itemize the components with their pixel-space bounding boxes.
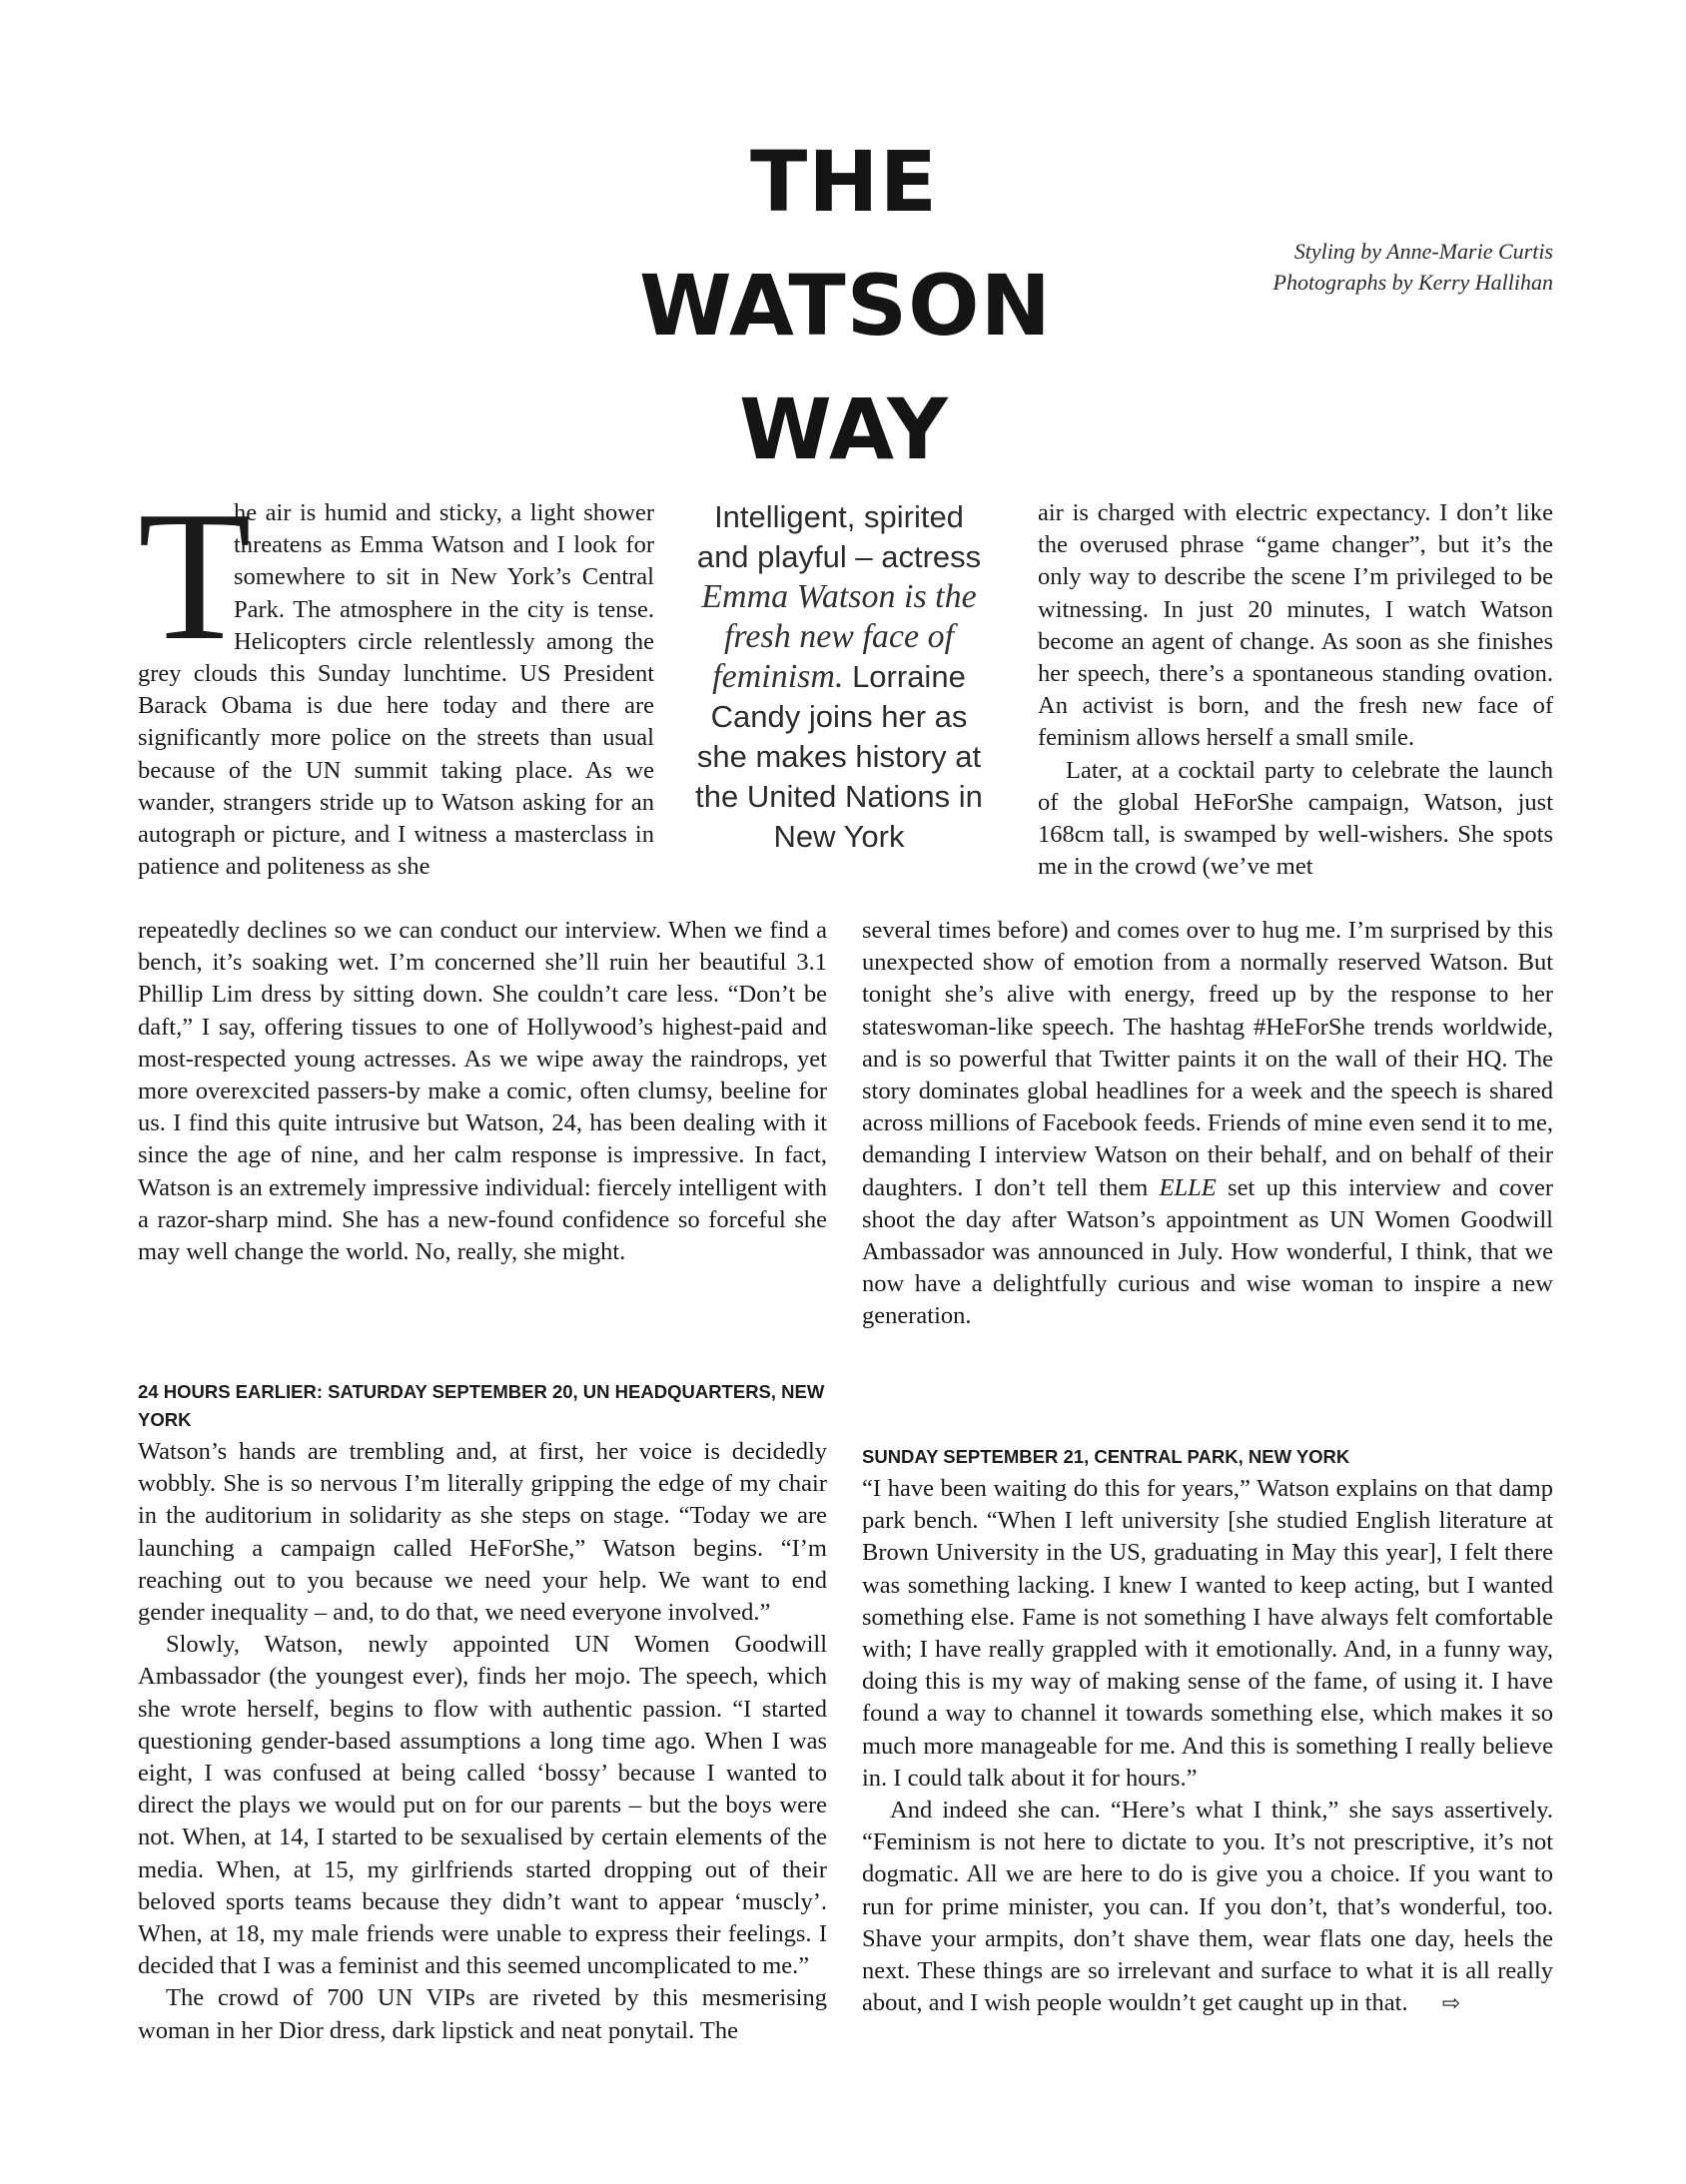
- paragraph-speech-start: Watson’s hands are trembling and, at first, her voice is decidedly wobbly. She is so nervous I’m literally gripping the edge of my chair in the auditorium in solidarity as she steps on stage. “Today we are launching a campaign called HeForShe,” Watson begins. “I’m reaching out to you because we need your help. We want to end gender inequality – and, to do that, we need everyone involved.”: [138, 1438, 827, 1627]
- magazine-name: ELLE: [1159, 1173, 1217, 1201]
- paragraph-cocktail-text-b: set up this interview and cover shoot the day after Watson’s appointment as UN Women Goodwill Ambassador was announced in July. How wonderful, I think, that we now have a delightfully curious and wise woman to inspire a new generation.: [862, 1173, 1553, 1330]
- headline-line-2: WATSON: [639, 257, 1052, 355]
- paragraph-speech-mojo: Slowly, Watson, newly appointed UN Women Goodwill Ambassador (the youngest ever), finds her mojo. The speech, which she wrote herself, begins to flow with authentic passion. “I started questioning gender-based assumptions a long time ago. When I was eight, I was confused at being called ‘bossy’ because I wanted to direct the plays we would put on for our parents – but the boys were not. When, at 14, I started to be sexualised by certain elements of the media. When, at 15, my girlfriends started dropping out of their beloved sports teams because they didn’t want to appear ‘muscly’. When, at 18, my male friends were unable to express their feelings. I decided that I was a feminist and this seemed uncomplicated to me.”: [138, 1631, 827, 1980]
- column-right-lower: [862, 1433, 1553, 2020]
- paragraph-cocktail-text-a: several times before) and comes over to hug me. I’m surprised by this unexpected show of emotion from a normally reserved Watson. But tonight she’s alive with energy, freed up by the response to her stateswoman-like speech. The hashtag #HeForShe trends worldwide, and is so powerful that Twitter paints it on the wall of their HQ. The story dominates global headlines for a week and the speech is shared across millions of Facebook feeds. Friends of mine even send it to me, demanding I interview Watson on their behalf, and on behalf of their daughters. I don’t tell them: [862, 917, 1553, 1201]
- paragraph-interview: “I have been waiting do this for years,” Watson explains on that damp park bench. “When I left university [she studied English literature at Brown University in the US, graduating in May this year], I felt there was something lacking. I knew I wanted to keep acting, but I wanted something else. Fame is not something I have always felt comfortable with; I have really grappled with it emotionally. And, in a funny way, doing this is my way of making sense of the fame, of using it. I have found a way to channel it towards something else, which makes it so much more manageable for me. And this is something I really believe in. I could talk about it for hours.”: [862, 1475, 1553, 1792]
- drop-cap: T: [138, 473, 252, 679]
- photo-credit: Photographs by Kerry Hallihan: [1272, 270, 1553, 295]
- styling-credit: Styling by Anne-Marie Curtis: [1293, 239, 1553, 264]
- column-left-middle: [138, 915, 827, 1268]
- paragraph-cocktail-continued: [862, 915, 1553, 1333]
- standfirst-italic: Emma Watson is the fresh new face of feminism.: [701, 578, 977, 695]
- paragraph-opening-continued: repeatedly declines so we can conduct our interview. When we find a bench, it’s soaking wet. I’m concerned she’ll ruin her beautiful 3.1 Phillip Lim dress by sitting down. She couldn’t care less. “Don’t be daft,” I say, offering tissues to one of Hollywood’s highest-paid and most-respected young actresses. As we wipe away the raindrops, yet more overexcited passers-by make a comic, often clumsy, beeline for us. I find this quite intrusive but Watson, 24, has been dealing with it since the age of nine, and her calm response is impressive. In fact, Watson is an extremely impressive individual: fiercely intelligent with a razor-sharp mind. She has a new-found confidence so forceful she may well change the world. No, really, she might.: [138, 917, 827, 1266]
- paragraph-cocktail: Later, at a cocktail party to celebrate the launch of the global HeForShe campaign, Watson, just 168cm tall, is swamped by well-wishers. She spots me in the crowd (we’ve met: [1038, 756, 1553, 881]
- paragraph-feminism: [862, 1795, 1553, 2020]
- paragraph-opening-text: he air is humid and sticky, a light shower threatens as Emma Watson and I look for somewhere to sit in New York’s Central Park. The atmosphere in the city is tense. Helicopters circle relentlessly among the grey clouds this Sunday lunchtime. US President Barack Obama is due here today and there are significantly more police on the streets than usual because of the UN summit taking place. As we wander, strangers stride up to Watson asking for an autograph or picture, and I witness a masterclass in patience and politeness as she: [138, 499, 654, 881]
- paragraph-crowd: The crowd of 700 UN VIPs are riveted by this mesmerising woman in her Dior dress, dark lipstick and neat ponytail. The: [138, 1984, 827, 2044]
- paragraph-feminism-text: And indeed she can. “Here’s what I think,” she says assertively. “Feminism is not here to dictate to you. It’s not prescriptive, it’s not dogmatic. All we are here to do is give you a choice. If you want to run for prime minister, you can. If you don’t, that’s wonderful, too. Shave your armpits, don’t shave them, wear flats one day, heels the next. These things are so irrelevant and surface to what it is all really about, and I wish people wouldn’t get caught up in that.: [862, 1797, 1553, 2017]
- standfirst: [689, 497, 989, 857]
- column-right-middle: [862, 915, 1553, 1333]
- column-right-top: [1038, 497, 1553, 883]
- section-heading-central-park: SUNDAY SEPTEMBER 21, CENTRAL PARK, NEW YORK: [862, 1446, 1350, 1467]
- paragraph-opening: [138, 473, 654, 883]
- headline: [639, 120, 1052, 491]
- headline-line-3: WAY: [739, 380, 949, 478]
- column-left-lower: [138, 1368, 827, 2047]
- standfirst-part-3: Lorraine Candy joins her as she makes history at the United Nations in New York: [695, 659, 983, 854]
- column-left-top: [138, 473, 654, 883]
- headline-line-1: THE: [750, 133, 938, 231]
- credits: [1109, 236, 1553, 298]
- continue-arrow-icon: ⇨: [1441, 1991, 1461, 2017]
- standfirst-part-1: Intelligent, spirited and playful – actress: [696, 499, 982, 574]
- section-heading-un: 24 HOURS EARLIER: SATURDAY SEPTEMBER 20, UN HEADQUARTERS, NEW YORK: [138, 1381, 825, 1430]
- paragraph-ovation: air is charged with electric expectancy. I don’t like the overused phrase “game changer”, but it’s the only way to describe the scene I’m privileged to be witnessing. In just 20 minutes, I watch Watson become an agent of change. As soon as she finishes her speech, there’s a spontaneous standing ovation. An activist is born, and the fresh new face of feminism allows herself a small smile.: [1038, 499, 1553, 752]
